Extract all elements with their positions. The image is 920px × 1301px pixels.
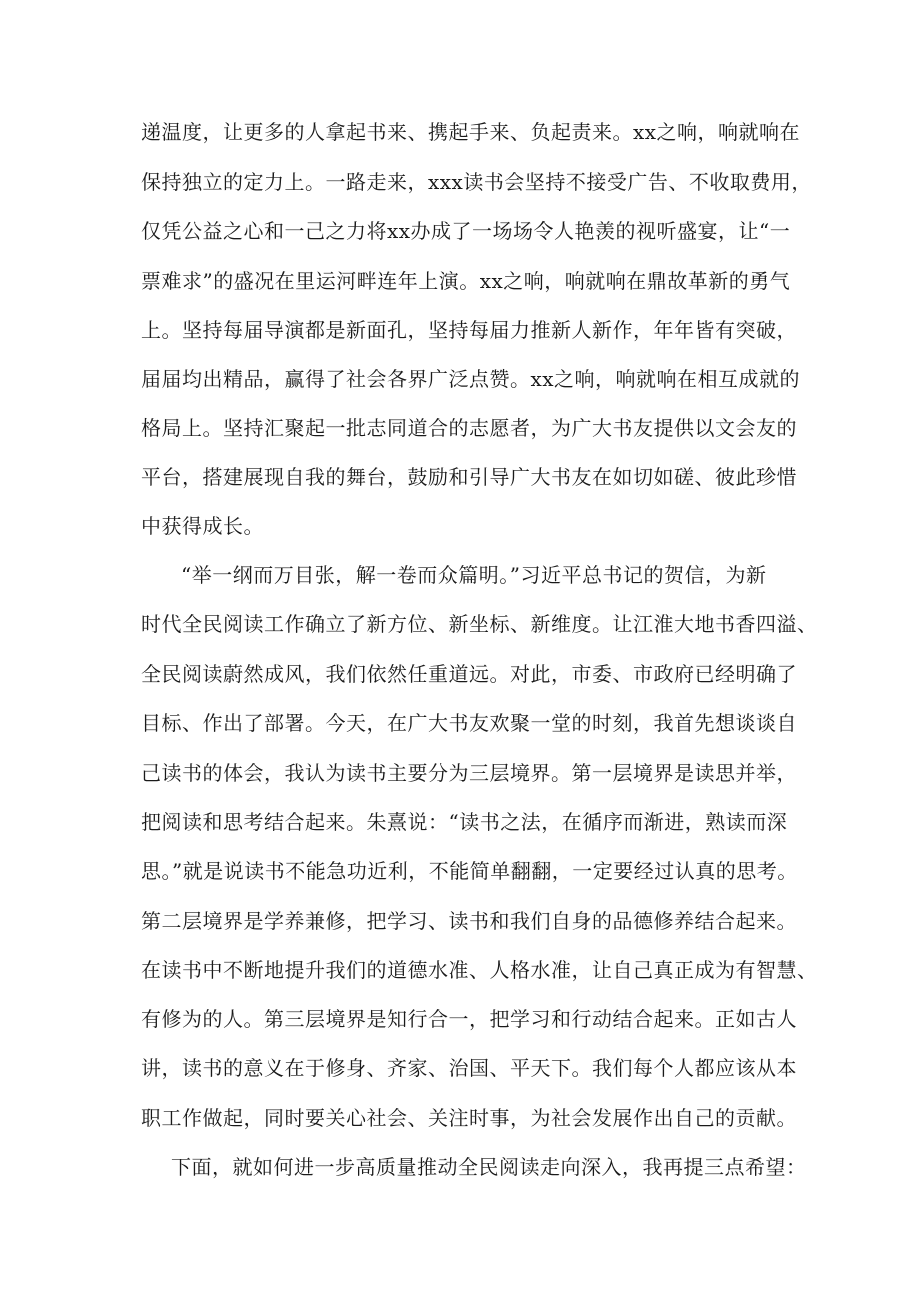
text-line: 思。”就是说读书不能急功近利，不能简单翻翻，一定要经过认真的思考。	[141, 859, 798, 883]
paragraph-start: 下面，就如何进一步高质量推动全民阅读走向深入，我再提三点希望：	[171, 1155, 807, 1179]
text-line: 有修为的人。第三层境界是知行合一，把学习和行动结合起来。正如古人	[141, 1007, 797, 1031]
text-line: 全民阅读蔚然成风，我们依然任重道远。对此，市委、市政府已经明确了	[141, 662, 797, 686]
text-line: 上。坚持每届导演都是新面孔，坚持每届力推新人新作，年年皆有突破，	[141, 318, 797, 342]
text-line: 届届均出精品，赢得了社会各界广泛点赞。xx之响，响就响在相互成就的	[141, 367, 801, 391]
text-line: 己读书的体会，我认为读书主要分为三层境界。第一层境界是读思并举，	[141, 761, 797, 785]
text-line: 第二层境界是学养兼修，把学习、读书和我们自身的品德修养结合起来。	[141, 909, 797, 933]
text-line: 在读书中不断地提升我们的道德水准、人格水准，让自己真正成为有智慧、	[141, 958, 818, 982]
text-line: 把阅读和思考结合起来。朱熹说：“读书之法，在循序而渐进，熟读而深	[141, 810, 788, 834]
text-line: 仅凭公益之心和一己之力将xx办成了一场场令人艳羡的视听盛宴，让“一	[141, 219, 791, 243]
paragraph-start: “举一纲而万目张，解一卷而众篇明。”习近平总书记的贺信，为新	[181, 563, 767, 587]
text-line: 递温度，让更多的人拿起书来、携起手来、负起责来。xx之响，响就响在	[141, 120, 801, 144]
text-line: 讲，读书的意义在于修身、齐家、治国、平天下。我们每个人都应该从本	[141, 1056, 797, 1080]
text-line: 中获得成长。	[141, 514, 264, 538]
text-line: 时代全民阅读工作确立了新方位、新坐标、新维度。让江淮大地书香四溢、	[141, 612, 818, 636]
text-line: 目标、作出了部署。今天，在广大书友欢聚一堂的时刻，我首先想谈谈自	[141, 711, 797, 735]
text-line: 平台，搭建展现自我的舞台，鼓励和引导广大书友在如切如磋、彼此珍惜	[141, 465, 797, 489]
text-line: 票难求”的盛况在里运河畔连年上演。xx之响，响就响在鼎故革新的勇气	[141, 269, 791, 293]
text-line: 格局上。坚持汇聚起一批志同道合的志愿者，为广大书友提供以文会友的	[141, 416, 797, 440]
text-line: 保持独立的定力上。一路走来，xxx读书会坚持不接受广告、不收取费用，	[141, 170, 812, 194]
text-line: 职工作做起，同时要关心社会、关注时事，为社会发展作出自己的贡献。	[141, 1106, 797, 1130]
